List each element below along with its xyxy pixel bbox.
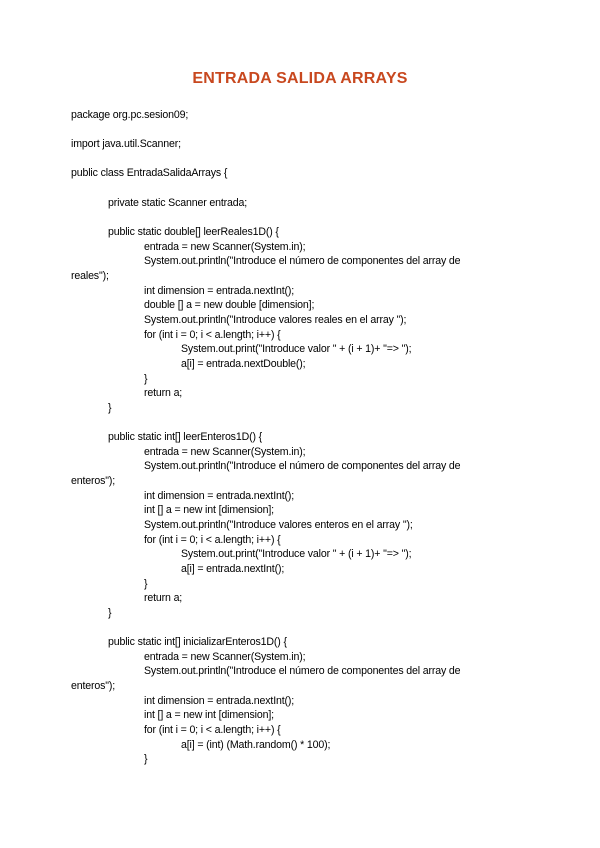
code-line: } — [108, 607, 112, 619]
code-line: public static double[] leerReales1D() { — [108, 226, 279, 238]
document-title: ENTRADA SALIDA ARRAYS — [192, 70, 408, 87]
code-line: int dimension = entrada.nextInt(); — [144, 490, 295, 502]
code-line: System.out.print("Introduce valor " + (i + 1)+ "=> "); — [181, 343, 412, 355]
code-line: private static Scanner entrada; — [108, 197, 248, 209]
code-line: System.out.println("Introduce valores reales en el array "); — [144, 314, 407, 326]
code-line: } — [144, 578, 148, 590]
code-line: enteros"); — [71, 475, 116, 487]
code-line: public static int[] inicializarEnteros1D() { — [108, 636, 287, 648]
code-line: System.out.println("Introduce el número de componentes del array de — [144, 665, 461, 677]
code-line: reales"); — [71, 270, 109, 282]
code-line: System.out.println("Introduce el número de componentes del array de — [144, 255, 461, 267]
code-line: import java.util.Scanner; — [71, 138, 181, 150]
code-line: public static int[] leerEnteros1D() { — [108, 431, 263, 443]
code-line: for (int i = 0; i < a.length; i++) { — [144, 329, 281, 341]
code-line: for (int i = 0; i < a.length; i++) { — [144, 534, 281, 546]
code-line: int dimension = entrada.nextInt(); — [144, 695, 295, 707]
code-line: int dimension = entrada.nextInt(); — [144, 285, 295, 297]
code-line: } — [144, 373, 148, 385]
code-line: a[i] = entrada.nextDouble(); — [181, 358, 306, 370]
code-line: } — [144, 753, 148, 765]
code-line: System.out.print("Introduce valor " + (i + 1)+ "=> "); — [181, 548, 412, 560]
code-line: enteros"); — [71, 680, 116, 692]
code-line: package org.pc.sesion09; — [71, 109, 189, 121]
code-line: return a; — [144, 387, 183, 399]
code-line: entrada = new Scanner(System.in); — [144, 446, 306, 458]
code-line: a[i] = (int) (Math.random() * 100); — [181, 739, 331, 751]
code-line: int [] a = new int [dimension]; — [144, 504, 274, 516]
code-line: entrada = new Scanner(System.in); — [144, 651, 306, 663]
code-line: System.out.println("Introduce el número de componentes del array de — [144, 460, 461, 472]
code-line: double [] a = new double [dimension]; — [144, 299, 315, 311]
code-line: return a; — [144, 592, 183, 604]
code-line: int [] a = new int [dimension]; — [144, 709, 274, 721]
code-line: System.out.println("Introduce valores enteros en el array "); — [144, 519, 413, 531]
code-line: } — [108, 402, 112, 414]
code-line: a[i] = entrada.nextInt(); — [181, 563, 285, 575]
code-line: entrada = new Scanner(System.in); — [144, 241, 306, 253]
code-line: public class EntradaSalidaArrays { — [71, 167, 228, 179]
code-line: for (int i = 0; i < a.length; i++) { — [144, 724, 281, 736]
